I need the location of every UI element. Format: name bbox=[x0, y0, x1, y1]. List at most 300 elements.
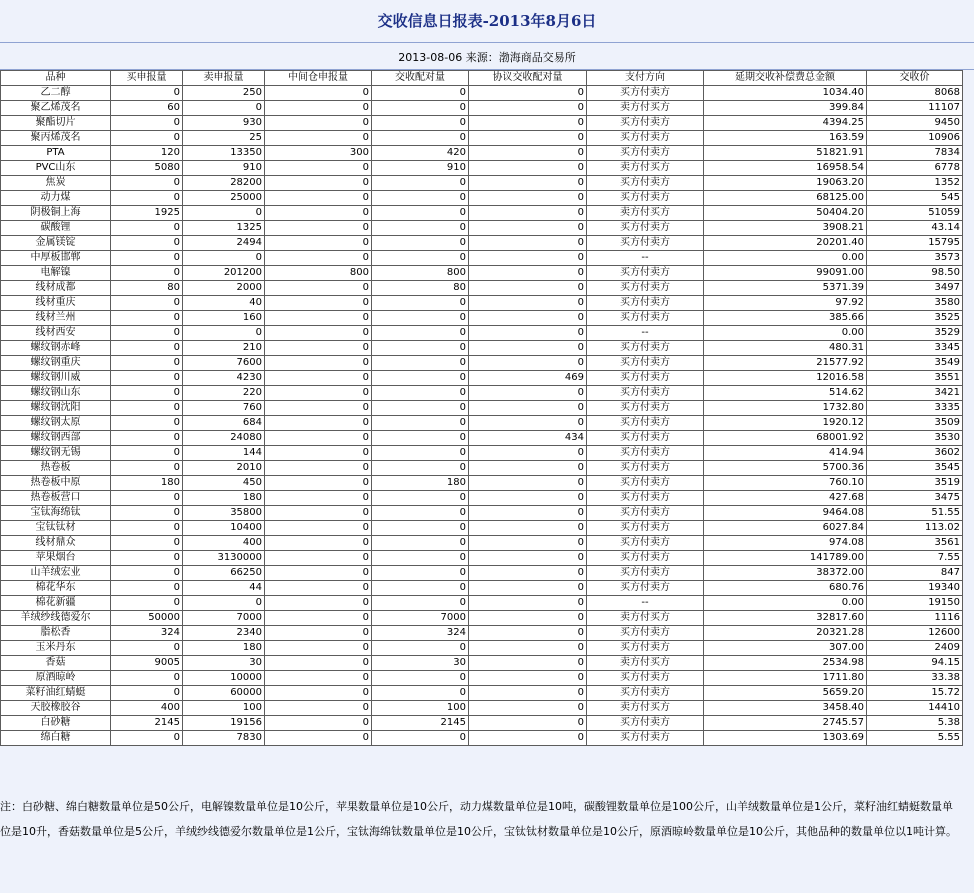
cell-matched: 0 bbox=[372, 341, 469, 356]
cell-sell-declared: 250 bbox=[183, 86, 265, 101]
cell-buy-declared: 0 bbox=[111, 386, 183, 401]
cell-sell-declared: 2010 bbox=[183, 461, 265, 476]
cell-delivery-price: 3509 bbox=[867, 416, 963, 431]
cell-product: 动力煤 bbox=[1, 191, 111, 206]
cell-buy-declared: 0 bbox=[111, 341, 183, 356]
table-header-row bbox=[1, 71, 963, 86]
cell-agreement-matched: 0 bbox=[469, 146, 587, 161]
col-header-product: 品种 bbox=[1, 71, 111, 86]
table-row bbox=[1, 131, 963, 146]
table-row bbox=[1, 701, 963, 716]
cell-matched: 0 bbox=[372, 356, 469, 371]
cell-agreement-matched: 0 bbox=[469, 641, 587, 656]
cell-middle-declared: 0 bbox=[265, 641, 372, 656]
cell-product: 螺纹钢川威 bbox=[1, 371, 111, 386]
table-row bbox=[1, 491, 963, 506]
cell-buy-declared: 0 bbox=[111, 671, 183, 686]
cell-compensation-total: 1303.69 bbox=[704, 731, 867, 746]
cell-payment-direction: -- bbox=[587, 596, 704, 611]
cell-product: 螺纹钢山东 bbox=[1, 386, 111, 401]
cell-sell-declared: 100 bbox=[183, 701, 265, 716]
title-divider bbox=[0, 42, 974, 43]
table-row bbox=[1, 386, 963, 401]
cell-product: 线材西安 bbox=[1, 326, 111, 341]
cell-delivery-price: 3497 bbox=[867, 281, 963, 296]
cell-delivery-price: 10906 bbox=[867, 131, 963, 146]
table-row bbox=[1, 161, 963, 176]
cell-compensation-total: 21577.92 bbox=[704, 356, 867, 371]
cell-sell-declared: 180 bbox=[183, 641, 265, 656]
cell-buy-declared: 324 bbox=[111, 626, 183, 641]
cell-agreement-matched: 0 bbox=[469, 416, 587, 431]
cell-sell-declared: 160 bbox=[183, 311, 265, 326]
cell-agreement-matched: 0 bbox=[469, 446, 587, 461]
cell-product: 天胶橡胶谷 bbox=[1, 701, 111, 716]
col-header-compensation-total: 延期交收补偿费总金额 bbox=[704, 71, 867, 86]
cell-sell-declared: 30 bbox=[183, 656, 265, 671]
cell-buy-declared: 0 bbox=[111, 356, 183, 371]
cell-buy-declared: 9005 bbox=[111, 656, 183, 671]
cell-matched: 0 bbox=[372, 461, 469, 476]
cell-compensation-total: 3908.21 bbox=[704, 221, 867, 236]
cell-payment-direction: 买方付卖方 bbox=[587, 401, 704, 416]
cell-delivery-price: 3573 bbox=[867, 251, 963, 266]
cell-buy-declared: 0 bbox=[111, 116, 183, 131]
cell-middle-declared: 0 bbox=[265, 521, 372, 536]
cell-middle-declared: 0 bbox=[265, 686, 372, 701]
col-header-agreement-matched: 协议交收配对量 bbox=[469, 71, 587, 86]
cell-product: 白砂糖 bbox=[1, 716, 111, 731]
cell-matched: 0 bbox=[372, 566, 469, 581]
cell-middle-declared: 0 bbox=[265, 401, 372, 416]
table-row bbox=[1, 326, 963, 341]
cell-delivery-price: 2409 bbox=[867, 641, 963, 656]
cell-sell-declared: 35800 bbox=[183, 506, 265, 521]
cell-delivery-price: 1352 bbox=[867, 176, 963, 191]
cell-sell-declared: 7830 bbox=[183, 731, 265, 746]
cell-agreement-matched: 0 bbox=[469, 131, 587, 146]
cell-delivery-price: 33.38 bbox=[867, 671, 963, 686]
cell-agreement-matched: 0 bbox=[469, 686, 587, 701]
cell-compensation-total: 4394.25 bbox=[704, 116, 867, 131]
cell-agreement-matched: 0 bbox=[469, 401, 587, 416]
col-header-sell-declared: 卖申报量 bbox=[183, 71, 265, 86]
cell-middle-declared: 0 bbox=[265, 191, 372, 206]
cell-payment-direction: 买方付卖方 bbox=[587, 176, 704, 191]
cell-product: 聚酯切片 bbox=[1, 116, 111, 131]
cell-delivery-price: 7834 bbox=[867, 146, 963, 161]
cell-sell-declared: 4230 bbox=[183, 371, 265, 386]
cell-middle-declared: 0 bbox=[265, 431, 372, 446]
cell-agreement-matched: 0 bbox=[469, 116, 587, 131]
cell-product: 山羊绒宏业 bbox=[1, 566, 111, 581]
cell-buy-declared: 120 bbox=[111, 146, 183, 161]
cell-agreement-matched: 0 bbox=[469, 176, 587, 191]
cell-delivery-price: 5.38 bbox=[867, 716, 963, 731]
cell-buy-declared: 0 bbox=[111, 491, 183, 506]
cell-buy-declared: 0 bbox=[111, 221, 183, 236]
cell-matched: 0 bbox=[372, 386, 469, 401]
cell-delivery-price: 9450 bbox=[867, 116, 963, 131]
cell-sell-declared: 1325 bbox=[183, 221, 265, 236]
cell-compensation-total: 427.68 bbox=[704, 491, 867, 506]
cell-delivery-price: 3551 bbox=[867, 371, 963, 386]
cell-sell-declared: 24080 bbox=[183, 431, 265, 446]
cell-middle-declared: 0 bbox=[265, 476, 372, 491]
cell-buy-declared: 60 bbox=[111, 101, 183, 116]
cell-agreement-matched: 0 bbox=[469, 236, 587, 251]
cell-delivery-price: 98.50 bbox=[867, 266, 963, 281]
cell-buy-declared: 0 bbox=[111, 296, 183, 311]
cell-compensation-total: 51821.91 bbox=[704, 146, 867, 161]
cell-delivery-price: 1116 bbox=[867, 611, 963, 626]
cell-buy-declared: 0 bbox=[111, 266, 183, 281]
cell-agreement-matched: 0 bbox=[469, 191, 587, 206]
cell-sell-declared: 10000 bbox=[183, 671, 265, 686]
table-row bbox=[1, 371, 963, 386]
cell-compensation-total: 385.66 bbox=[704, 311, 867, 326]
cell-matched: 7000 bbox=[372, 611, 469, 626]
cell-payment-direction: 买方付卖方 bbox=[587, 536, 704, 551]
cell-compensation-total: 760.10 bbox=[704, 476, 867, 491]
cell-sell-declared: 44 bbox=[183, 581, 265, 596]
cell-delivery-price: 3335 bbox=[867, 401, 963, 416]
cell-middle-declared: 0 bbox=[265, 551, 372, 566]
table-row bbox=[1, 551, 963, 566]
cell-compensation-total: 20201.40 bbox=[704, 236, 867, 251]
cell-agreement-matched: 0 bbox=[469, 611, 587, 626]
cell-compensation-total: 12016.58 bbox=[704, 371, 867, 386]
cell-agreement-matched: 0 bbox=[469, 386, 587, 401]
table-row bbox=[1, 341, 963, 356]
cell-agreement-matched: 0 bbox=[469, 701, 587, 716]
cell-matched: 30 bbox=[372, 656, 469, 671]
cell-buy-declared: 0 bbox=[111, 176, 183, 191]
table-row bbox=[1, 731, 963, 746]
cell-compensation-total: 16958.54 bbox=[704, 161, 867, 176]
col-header-middle-declared: 中间仓申报量 bbox=[265, 71, 372, 86]
cell-agreement-matched: 0 bbox=[469, 656, 587, 671]
cell-buy-declared: 0 bbox=[111, 416, 183, 431]
table-row bbox=[1, 641, 963, 656]
cell-payment-direction: 买方付卖方 bbox=[587, 521, 704, 536]
cell-product: 电解镍 bbox=[1, 266, 111, 281]
cell-product: 螺纹钢西部 bbox=[1, 431, 111, 446]
cell-agreement-matched: 0 bbox=[469, 341, 587, 356]
cell-buy-declared: 0 bbox=[111, 131, 183, 146]
cell-sell-declared: 180 bbox=[183, 491, 265, 506]
cell-delivery-price: 3530 bbox=[867, 431, 963, 446]
cell-sell-declared: 2340 bbox=[183, 626, 265, 641]
table-row bbox=[1, 401, 963, 416]
cell-compensation-total: 99091.00 bbox=[704, 266, 867, 281]
cell-delivery-price: 113.02 bbox=[867, 521, 963, 536]
cell-delivery-price: 3519 bbox=[867, 476, 963, 491]
cell-middle-declared: 0 bbox=[265, 101, 372, 116]
cell-delivery-price: 11107 bbox=[867, 101, 963, 116]
cell-delivery-price: 19340 bbox=[867, 581, 963, 596]
cell-middle-declared: 0 bbox=[265, 626, 372, 641]
cell-compensation-total: 68125.00 bbox=[704, 191, 867, 206]
cell-matched: 0 bbox=[372, 431, 469, 446]
cell-buy-declared: 0 bbox=[111, 191, 183, 206]
cell-buy-declared: 1925 bbox=[111, 206, 183, 221]
table-row bbox=[1, 476, 963, 491]
table-row bbox=[1, 86, 963, 101]
cell-buy-declared: 0 bbox=[111, 551, 183, 566]
cell-payment-direction: 买方付卖方 bbox=[587, 191, 704, 206]
cell-payment-direction: 买方付卖方 bbox=[587, 641, 704, 656]
cell-product: 菜籽油红蜻蜓 bbox=[1, 686, 111, 701]
cell-middle-declared: 0 bbox=[265, 116, 372, 131]
table-row bbox=[1, 626, 963, 641]
table-row bbox=[1, 356, 963, 371]
cell-payment-direction: 买方付卖方 bbox=[587, 416, 704, 431]
cell-agreement-matched: 0 bbox=[469, 311, 587, 326]
cell-delivery-price: 3602 bbox=[867, 446, 963, 461]
cell-compensation-total: 0.00 bbox=[704, 251, 867, 266]
cell-product: 宝钛钛材 bbox=[1, 521, 111, 536]
cell-compensation-total: 97.92 bbox=[704, 296, 867, 311]
cell-product: 原酒晾岭 bbox=[1, 671, 111, 686]
cell-buy-declared: 0 bbox=[111, 236, 183, 251]
cell-matched: 0 bbox=[372, 686, 469, 701]
cell-sell-declared: 201200 bbox=[183, 266, 265, 281]
cell-agreement-matched: 0 bbox=[469, 161, 587, 176]
cell-product: 线材重庆 bbox=[1, 296, 111, 311]
table-row bbox=[1, 311, 963, 326]
cell-middle-declared: 0 bbox=[265, 656, 372, 671]
cell-delivery-price: 51059 bbox=[867, 206, 963, 221]
date-source-line: 2013-08-06 来源：渤海商品交易所 bbox=[398, 51, 576, 64]
cell-sell-declared: 60000 bbox=[183, 686, 265, 701]
cell-middle-declared: 0 bbox=[265, 221, 372, 236]
table-row bbox=[1, 296, 963, 311]
cell-delivery-price: 14410 bbox=[867, 701, 963, 716]
cell-product: 聚乙烯茂名 bbox=[1, 101, 111, 116]
cell-matched: 0 bbox=[372, 236, 469, 251]
cell-matched: 0 bbox=[372, 251, 469, 266]
cell-payment-direction: 买方付卖方 bbox=[587, 626, 704, 641]
cell-middle-declared: 0 bbox=[265, 251, 372, 266]
cell-agreement-matched: 0 bbox=[469, 566, 587, 581]
cell-compensation-total: 141789.00 bbox=[704, 551, 867, 566]
cell-agreement-matched: 0 bbox=[469, 461, 587, 476]
cell-matched: 2145 bbox=[372, 716, 469, 731]
cell-agreement-matched: 0 bbox=[469, 596, 587, 611]
cell-matched: 100 bbox=[372, 701, 469, 716]
cell-payment-direction: 买方付卖方 bbox=[587, 491, 704, 506]
cell-payment-direction: 买方付卖方 bbox=[587, 506, 704, 521]
cell-buy-declared: 0 bbox=[111, 641, 183, 656]
cell-sell-declared: 2000 bbox=[183, 281, 265, 296]
cell-middle-declared: 0 bbox=[265, 206, 372, 221]
cell-compensation-total: 399.84 bbox=[704, 101, 867, 116]
cell-middle-declared: 0 bbox=[265, 491, 372, 506]
cell-sell-declared: 144 bbox=[183, 446, 265, 461]
table-row bbox=[1, 611, 963, 626]
cell-product: 热卷板营口 bbox=[1, 491, 111, 506]
cell-buy-declared: 5080 bbox=[111, 161, 183, 176]
table-row bbox=[1, 101, 963, 116]
cell-compensation-total: 5700.36 bbox=[704, 461, 867, 476]
cell-middle-declared: 0 bbox=[265, 326, 372, 341]
cell-sell-declared: 7000 bbox=[183, 611, 265, 626]
cell-delivery-price: 15.72 bbox=[867, 686, 963, 701]
cell-middle-declared: 800 bbox=[265, 266, 372, 281]
table-row bbox=[1, 716, 963, 731]
cell-payment-direction: -- bbox=[587, 326, 704, 341]
cell-payment-direction: 卖方付买方 bbox=[587, 161, 704, 176]
delivery-report-table bbox=[0, 70, 963, 746]
cell-agreement-matched: 434 bbox=[469, 431, 587, 446]
cell-matched: 0 bbox=[372, 536, 469, 551]
cell-payment-direction: -- bbox=[587, 251, 704, 266]
table-row bbox=[1, 206, 963, 221]
cell-agreement-matched: 0 bbox=[469, 491, 587, 506]
cell-buy-declared: 80 bbox=[111, 281, 183, 296]
table-row bbox=[1, 431, 963, 446]
table-row bbox=[1, 581, 963, 596]
table-row bbox=[1, 656, 963, 671]
cell-middle-declared: 0 bbox=[265, 671, 372, 686]
cell-middle-declared: 0 bbox=[265, 341, 372, 356]
cell-middle-declared: 0 bbox=[265, 371, 372, 386]
table-row bbox=[1, 521, 963, 536]
cell-compensation-total: 163.59 bbox=[704, 131, 867, 146]
cell-product: 宝钛海绵钛 bbox=[1, 506, 111, 521]
cell-middle-declared: 0 bbox=[265, 611, 372, 626]
table-row bbox=[1, 221, 963, 236]
cell-payment-direction: 卖方付买方 bbox=[587, 101, 704, 116]
cell-agreement-matched: 0 bbox=[469, 86, 587, 101]
cell-matched: 0 bbox=[372, 221, 469, 236]
cell-middle-declared: 0 bbox=[265, 506, 372, 521]
cell-product: 聚丙烯茂名 bbox=[1, 131, 111, 146]
cell-product: 苹果烟台 bbox=[1, 551, 111, 566]
cell-sell-declared: 210 bbox=[183, 341, 265, 356]
cell-sell-declared: 450 bbox=[183, 476, 265, 491]
cell-agreement-matched: 0 bbox=[469, 221, 587, 236]
cell-sell-declared: 0 bbox=[183, 206, 265, 221]
cell-matched: 0 bbox=[372, 446, 469, 461]
cell-payment-direction: 买方付卖方 bbox=[587, 731, 704, 746]
table-row bbox=[1, 416, 963, 431]
cell-payment-direction: 买方付卖方 bbox=[587, 386, 704, 401]
cell-agreement-matched: 0 bbox=[469, 551, 587, 566]
cell-middle-declared: 0 bbox=[265, 131, 372, 146]
cell-sell-declared: 25000 bbox=[183, 191, 265, 206]
cell-middle-declared: 300 bbox=[265, 146, 372, 161]
cell-agreement-matched: 0 bbox=[469, 521, 587, 536]
units-note: 注：白砂糖、绵白糖数量单位是50公斤，电解镍数量单位是10公斤，苹果数量单位是10公斤，动力煤数量单位是10吨，碳酸锂数量单位是100公斤，山羊绒数量单位是1公斤，菜籽油红蜻蜓数量单位是10升，香菇数量单位是5公斤，羊绒纱线德爱尔数量单位是1公斤，宝钛海绵钛数量单位是10公斤，宝钛钛材数量单位是10公斤，原酒晾岭数量单位是10公斤，其他品种的数量单位以1吨计算。 bbox=[0, 800, 957, 838]
cell-sell-declared: 19156 bbox=[183, 716, 265, 731]
cell-middle-declared: 0 bbox=[265, 596, 372, 611]
cell-middle-declared: 0 bbox=[265, 446, 372, 461]
cell-delivery-price: 15795 bbox=[867, 236, 963, 251]
cell-product: 螺纹钢重庆 bbox=[1, 356, 111, 371]
cell-sell-declared: 220 bbox=[183, 386, 265, 401]
cell-product: 焦炭 bbox=[1, 176, 111, 191]
cell-product: 金属镁锭 bbox=[1, 236, 111, 251]
col-header-buy-declared: 买申报量 bbox=[111, 71, 183, 86]
cell-product: 热卷板中原 bbox=[1, 476, 111, 491]
cell-sell-declared: 3130000 bbox=[183, 551, 265, 566]
cell-agreement-matched: 0 bbox=[469, 266, 587, 281]
cell-delivery-price: 3545 bbox=[867, 461, 963, 476]
cell-middle-declared: 0 bbox=[265, 701, 372, 716]
cell-payment-direction: 买方付卖方 bbox=[587, 581, 704, 596]
cell-delivery-price: 3345 bbox=[867, 341, 963, 356]
cell-buy-declared: 0 bbox=[111, 446, 183, 461]
cell-product: 线材兰州 bbox=[1, 311, 111, 326]
cell-sell-declared: 0 bbox=[183, 101, 265, 116]
cell-matched: 324 bbox=[372, 626, 469, 641]
cell-payment-direction: 买方付卖方 bbox=[587, 266, 704, 281]
col-header-delivery-price: 交收价 bbox=[867, 71, 963, 86]
cell-compensation-total: 2745.57 bbox=[704, 716, 867, 731]
cell-product: 阴极铜上海 bbox=[1, 206, 111, 221]
cell-sell-declared: 40 bbox=[183, 296, 265, 311]
cell-matched: 0 bbox=[372, 581, 469, 596]
cell-matched: 0 bbox=[372, 641, 469, 656]
cell-compensation-total: 514.62 bbox=[704, 386, 867, 401]
cell-middle-declared: 0 bbox=[265, 311, 372, 326]
cell-buy-declared: 0 bbox=[111, 581, 183, 596]
table-row bbox=[1, 686, 963, 701]
table-row bbox=[1, 176, 963, 191]
cell-payment-direction: 买方付卖方 bbox=[587, 236, 704, 251]
cell-buy-declared: 0 bbox=[111, 506, 183, 521]
cell-compensation-total: 5371.39 bbox=[704, 281, 867, 296]
col-header-payment-direction: 支付方向 bbox=[587, 71, 704, 86]
cell-matched: 0 bbox=[372, 506, 469, 521]
cell-product: 碳酸锂 bbox=[1, 221, 111, 236]
cell-compensation-total: 68001.92 bbox=[704, 431, 867, 446]
cell-compensation-total: 1711.80 bbox=[704, 671, 867, 686]
cell-middle-declared: 0 bbox=[265, 731, 372, 746]
table-row bbox=[1, 446, 963, 461]
cell-middle-declared: 0 bbox=[265, 86, 372, 101]
cell-buy-declared: 0 bbox=[111, 401, 183, 416]
cell-buy-declared: 0 bbox=[111, 431, 183, 446]
cell-payment-direction: 买方付卖方 bbox=[587, 686, 704, 701]
cell-sell-declared: 400 bbox=[183, 536, 265, 551]
table-row bbox=[1, 266, 963, 281]
cell-delivery-price: 8068 bbox=[867, 86, 963, 101]
cell-middle-declared: 0 bbox=[265, 566, 372, 581]
cell-delivery-price: 12600 bbox=[867, 626, 963, 641]
cell-compensation-total: 414.94 bbox=[704, 446, 867, 461]
table-row bbox=[1, 281, 963, 296]
cell-matched: 0 bbox=[372, 176, 469, 191]
cell-compensation-total: 1732.80 bbox=[704, 401, 867, 416]
cell-middle-declared: 0 bbox=[265, 161, 372, 176]
table-row bbox=[1, 671, 963, 686]
cell-delivery-price: 3475 bbox=[867, 491, 963, 506]
cell-product: 热卷板 bbox=[1, 461, 111, 476]
col-header-matched: 交收配对量 bbox=[372, 71, 469, 86]
table-row bbox=[1, 236, 963, 251]
cell-matched: 0 bbox=[372, 206, 469, 221]
cell-buy-declared: 400 bbox=[111, 701, 183, 716]
cell-sell-declared: 13350 bbox=[183, 146, 265, 161]
cell-payment-direction: 买方付卖方 bbox=[587, 551, 704, 566]
cell-delivery-price: 6778 bbox=[867, 161, 963, 176]
cell-sell-declared: 0 bbox=[183, 326, 265, 341]
cell-payment-direction: 买方付卖方 bbox=[587, 341, 704, 356]
cell-product: 棉花华东 bbox=[1, 581, 111, 596]
